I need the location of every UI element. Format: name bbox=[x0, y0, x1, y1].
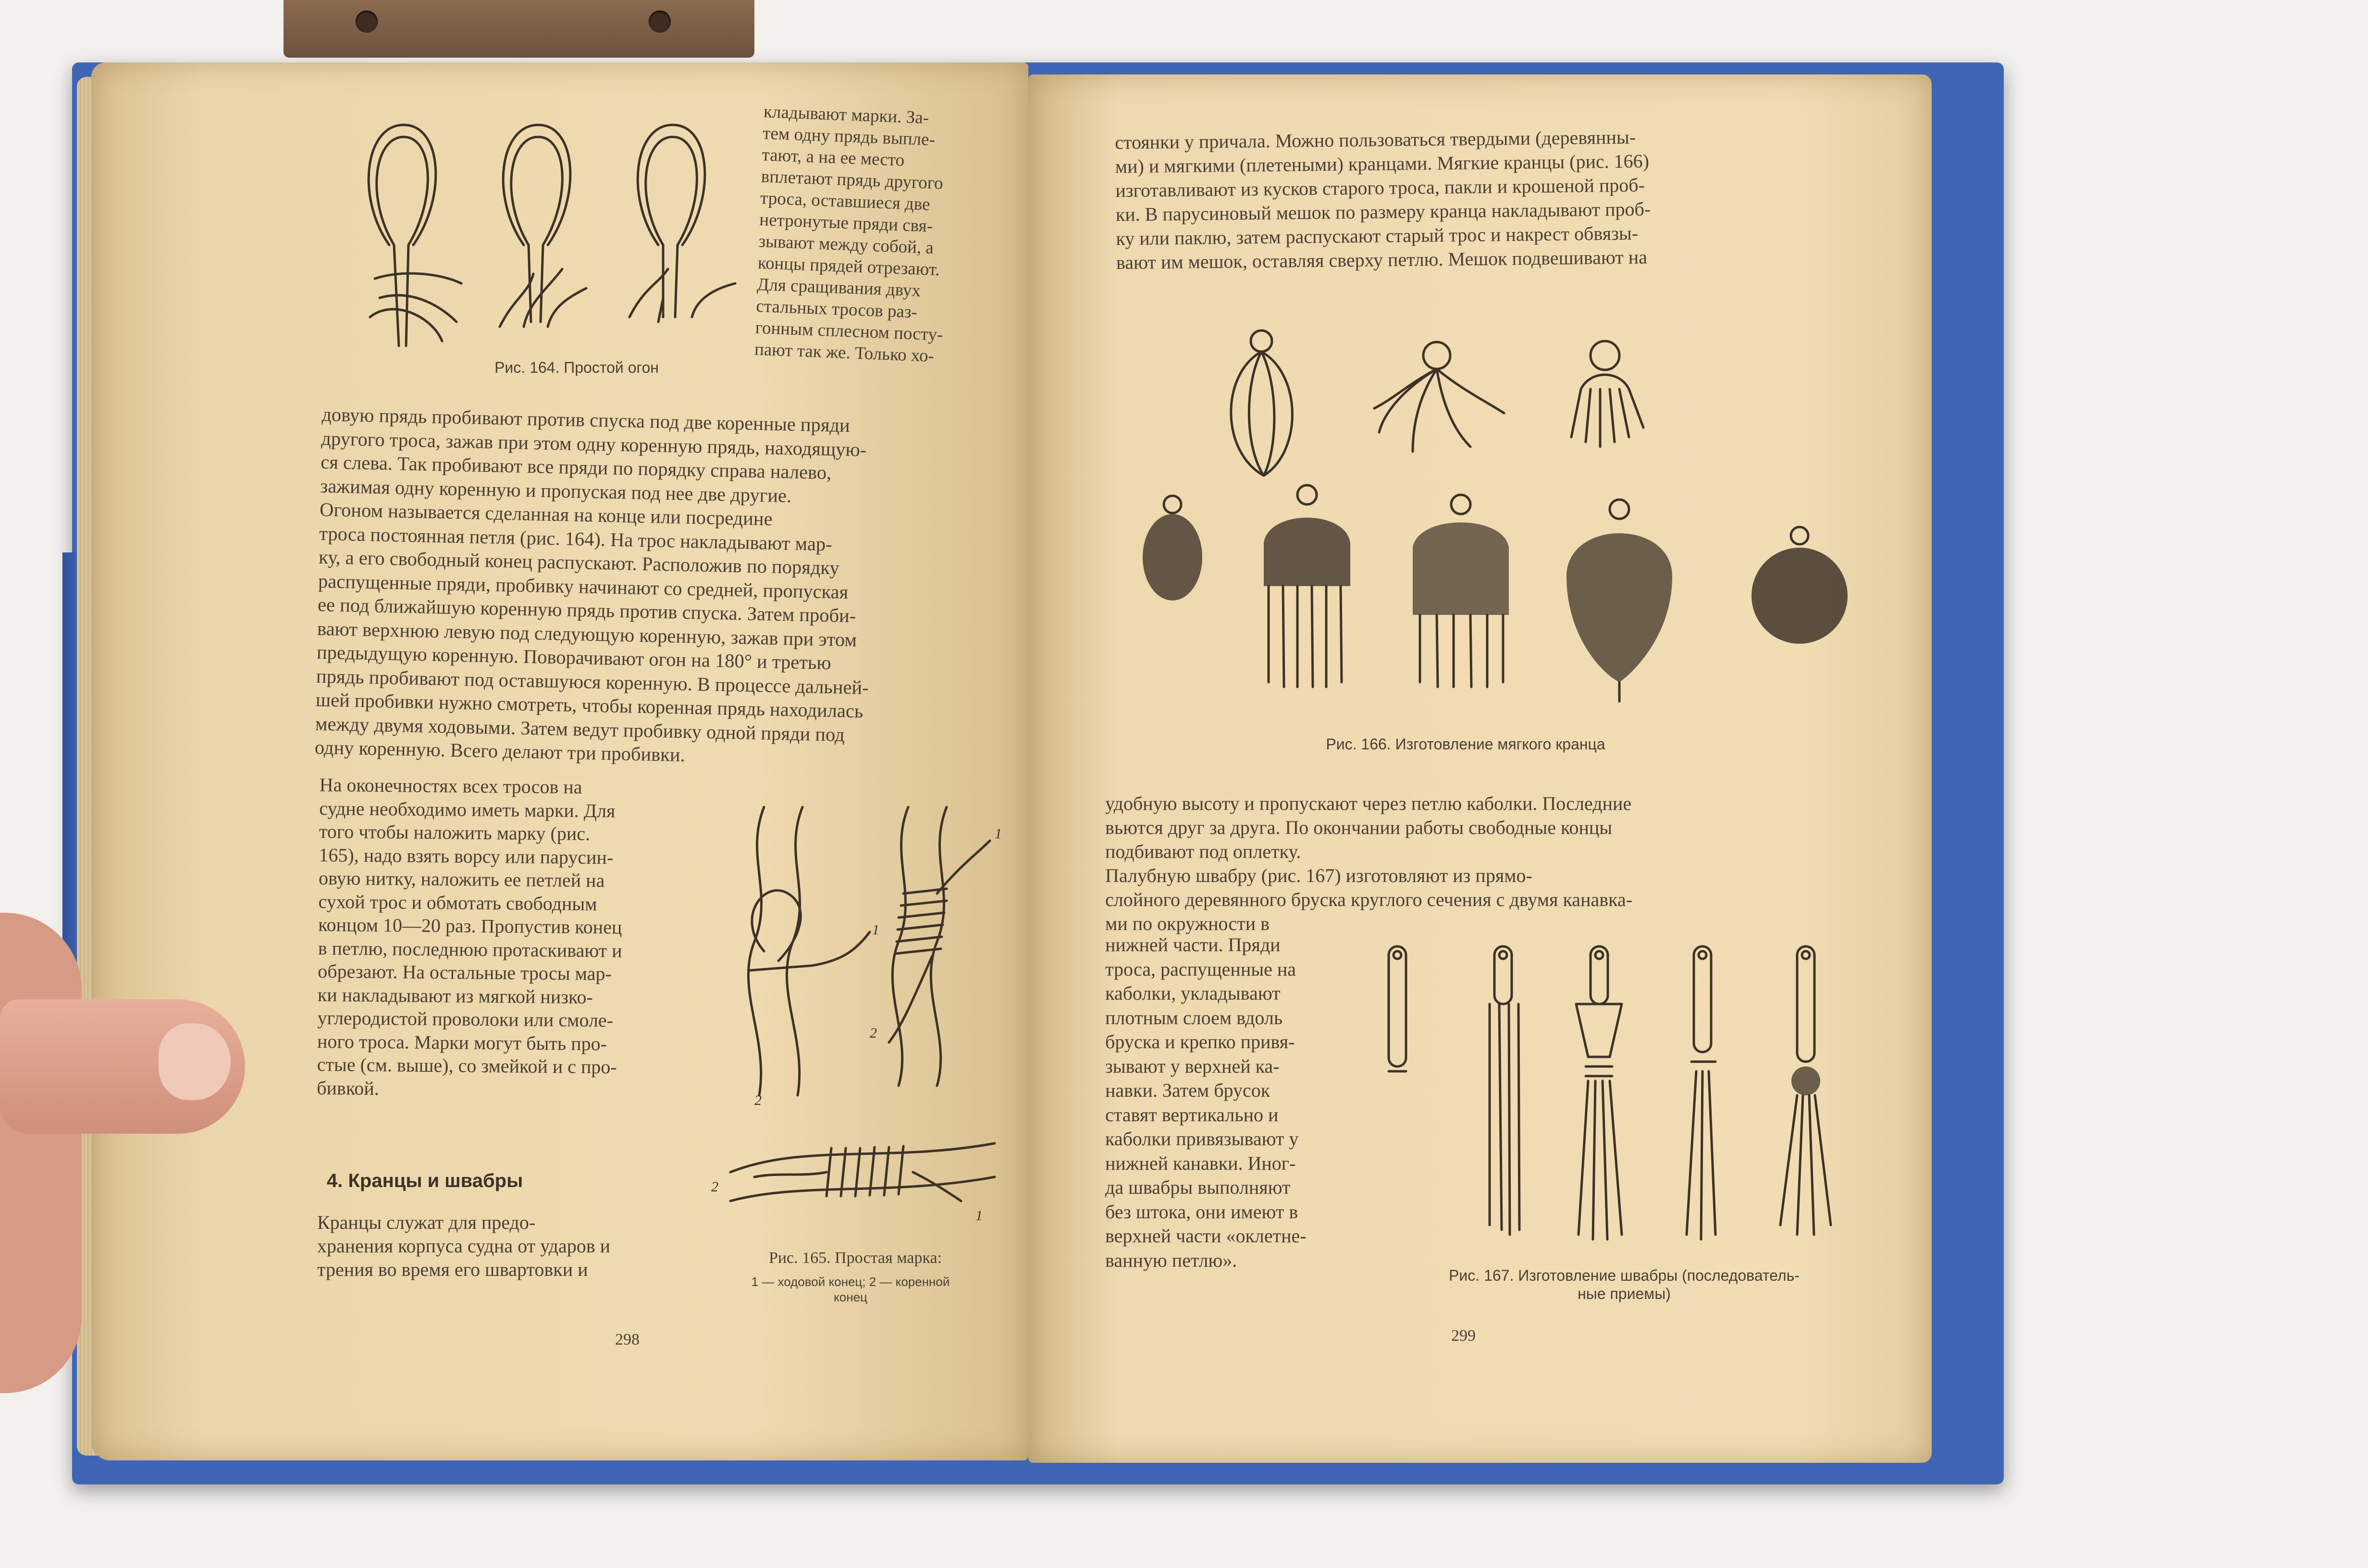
left-main-text: довую прядь пробивают против спуска под две коренные пряди другого троса, зажав при этом одну коренную прядь, находящую- ся слева. Так пробивают все пряди по порядку справа налево, зажимая одну коренную и пропуская под нее две другие. Огоном называется сделанная на конце или посредине троса постоянная петля (рис. 164). На трос накладывают мар- ку, а его свободный конец распускают. Расположив по порядку распущенные пряди, пробивку начинают со средней, пропуская ее под ближайшую коренную прядь против спуска. Затем проби- вают верхнюю левую под следующую коренную, зажав при этом предыдущую коренную. Поворачивают огон на 180° и третью прядь пробивают под оставшуюся коренную. В процессе дальней- шей пробивки нужно смотреть, чтобы коренная прядь находилась между двумя ходовыми. Затем ведут пробивку одной пряди под одну коренную. Всего делают три пробивки. bbox=[314, 403, 869, 766]
thumb-nail bbox=[159, 1023, 231, 1100]
fig166-caption: Рис. 166. Изготовление мягкого кранца bbox=[1326, 735, 1605, 753]
right-page-number: 299 bbox=[1451, 1327, 1476, 1345]
left-bottom-text: Кранцы служат для предо- хранения корпуса судна от ударов и трения во время его швартовки и bbox=[317, 1212, 610, 1280]
right-mid-text: удобную высоту и пропускают через петлю каболки. Последние вьются друг за друга. По окончании работы свободные концы подбивают под оплетку. Палубную швабру (рис. 167) изготовляют из прямо- слойного деревянного бруска круглого сечения с двумя канавка- ми по окружности в bbox=[1105, 793, 1633, 934]
fig164-caption: Рис. 164. Простой огон bbox=[494, 359, 659, 376]
hand-palm bbox=[0, 913, 82, 1393]
figure-165-whipping bbox=[706, 797, 1033, 1239]
left-top-right-column: кладывают марки. За- тем одну прядь выпле- тают, а на ее место вплетают прядь другого троса, оставшиеся две нетронутые пряди свя- зывают между собой, а концы прядей отрезают. Для сращивания двух стальных тросов раз- гонным сплесном посту- пают так же. Только хо- bbox=[754, 101, 944, 366]
left-page-number: 298 bbox=[615, 1331, 640, 1348]
figure-167-mop-stages bbox=[1384, 937, 1864, 1263]
fig165-caption: Рис. 165. Простая марка: bbox=[768, 1249, 942, 1267]
figure-166-soft-fenders bbox=[1105, 317, 1898, 711]
section-heading: 4. Кранцы и швабры bbox=[327, 1170, 523, 1191]
right-top-text: стоянки у причала. Можно пользоваться твердыми (деревянны- ми) и мягкими (плетеными) кранцами. Мягкие кранцы (рис. 166) изготавливают из кусков старого троса, пакли и крошеной проб- ки. В парусиновый мешок по размеру кранца накладывают проб- ку или паклю, затем распускают старый трос и накрест обвязы- вают им мешок, оставляя сверху петлю. Мешок подвешивают на bbox=[1115, 126, 1651, 273]
svg-text:2: 2 bbox=[754, 1092, 762, 1108]
svg-text:1: 1 bbox=[872, 922, 879, 938]
left-column-text: На оконечностях всех тросов на судне необходимо иметь марки. Для того чтобы наложить марку (рис. 165), надо взять ворсу или парусин- овую нитку, наложить ее петлей на сухой трос и обмотать свободным концом 10—20 раз. Пропустив конец в петлю, последнюю протаскивают и обрезают. На остальные тросы мар- ки накладывают из мягкой низко- углеродистой проволоки или смоле- ного троса. Марки могут быть про- стые (см. выше), со змейкой и с про- бивкой. bbox=[317, 774, 622, 1099]
svg-text:2: 2 bbox=[870, 1025, 877, 1041]
right-column-text: нижней части. Пряди троса, распущенные на каболки, укладывают плотным слоем вдоль бруска и крепко привя- зывают у верхней ка- навки. Затем брусок ставят вертикально и каболки привязывают у нижней канавки. Иног- да швабры выполняют без штока, они имеют в верхней части «оклетне- ванную петлю». bbox=[1105, 934, 1307, 1271]
svg-text:1: 1 bbox=[995, 826, 1002, 842]
svg-text:2: 2 bbox=[711, 1179, 718, 1195]
svg-text:1: 1 bbox=[975, 1208, 983, 1224]
fig165-legend: 1 — ходовой конец; 2 — коренной конец bbox=[751, 1274, 950, 1304]
metal-object bbox=[284, 0, 754, 58]
figure-164-eye-splices bbox=[336, 115, 759, 355]
fig167-caption: Рис. 167. Изготовление швабры (последователь- ные приемы) bbox=[1449, 1267, 1800, 1302]
